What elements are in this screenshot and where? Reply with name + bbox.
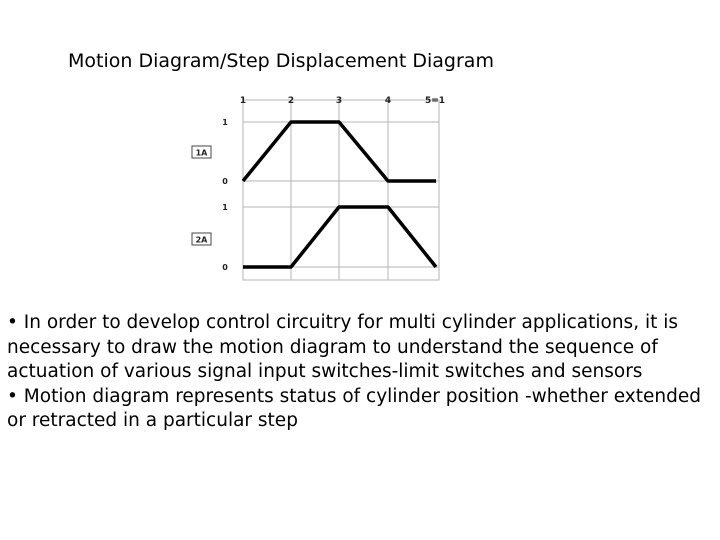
cyl2-label: 2A (195, 235, 208, 245)
cyl1-label-box (192, 146, 211, 158)
body-text (7, 311, 717, 434)
step-label-3: 3 (335, 96, 343, 106)
bullet-1: • In order to develop control circuitry for multi cylinder applications, it is necessary to draw the motion diagram to understand the sequence of actuation of various signal input switches-limit switches and sensors (7, 312, 679, 382)
step-label-5: 5=1 (424, 96, 446, 106)
slide-title: Motion Diagram/Step Displacement Diagram (68, 50, 494, 72)
step-label-2: 2 (287, 96, 295, 106)
step-label-1: 1 (239, 96, 247, 106)
cyl1-label: 1A (195, 148, 208, 158)
cyl1-level-high: 1 (222, 118, 228, 127)
cyl2-level-high: 1 (222, 203, 228, 212)
bullet-2: • Motion diagram represents status of cylinder position -whether extended or retracted in a particular step (7, 385, 701, 431)
cyl2-level-low: 0 (222, 263, 228, 272)
cyl1-level-low: 0 (222, 177, 228, 186)
step-label-4: 4 (384, 96, 392, 106)
motion-diagram (185, 85, 455, 285)
cyl2-label-box (192, 233, 211, 245)
step-gridlines (291, 100, 388, 280)
